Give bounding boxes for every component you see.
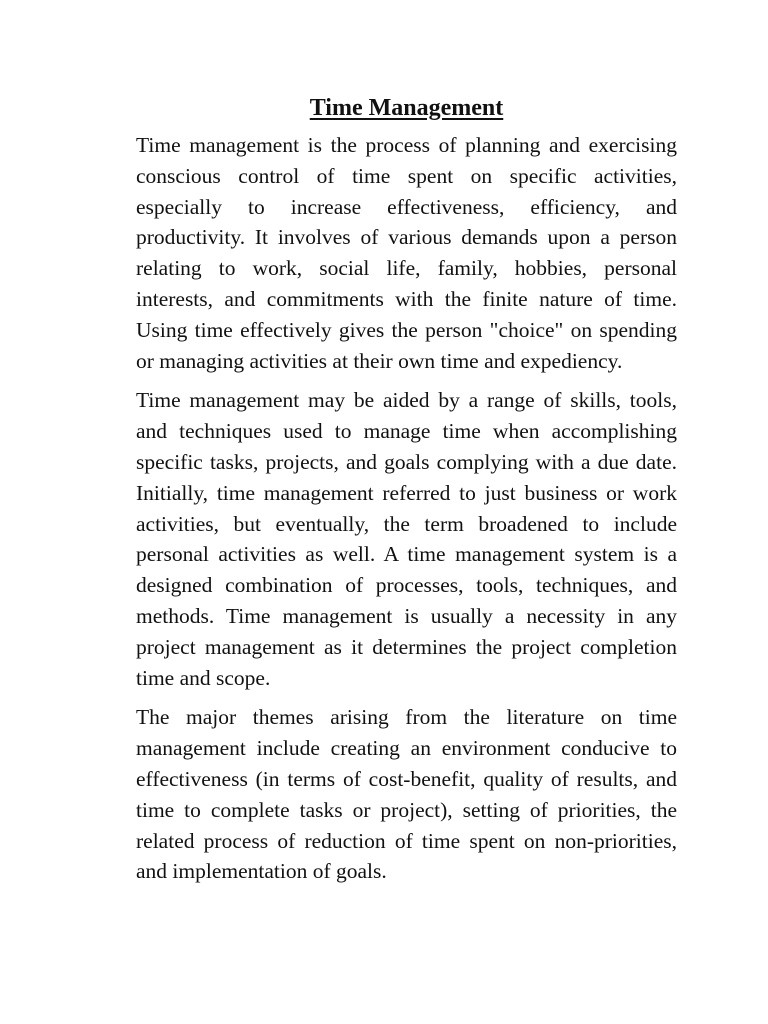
paragraph-themes: The major themes arising from the literature on time management include creating an environment conducive to effectiveness (in terms of cost-benefit, quality of results, and time to complete tasks or project), setting of priorities, the related process of reduction of time spent on non-priorities, and implementation of goals.	[136, 705, 677, 884]
document-title: Time Management	[309, 95, 504, 121]
paragraph-techniques: Time management may be aided by a range of skills, tools, and techniques used to manage time when accomplishing specific tasks, projects, and goals complying with a due date. Initially, time management referred to just business or work activities, but eventually, the term broadened to include personal activities as well. A time management system is a designed combination of processes, tools, techniques, and methods. Time management is usually a necessity in any project management as it determines the project completion time and scope.	[136, 388, 677, 690]
paragraph-definition: Time management is the process of planning and exercising conscious control of time spent on specific activities, especially to increase effectiveness, efficiency, and productivity. It involves of various demands upon a person relating to work, social life, family, hobbies, personal interests, and commitments with the finite nature of time. Using time effectively gives the person "choice" on spending or managing activities at their own time and expediency.	[136, 133, 677, 373]
document-page	[136, 88, 677, 896]
